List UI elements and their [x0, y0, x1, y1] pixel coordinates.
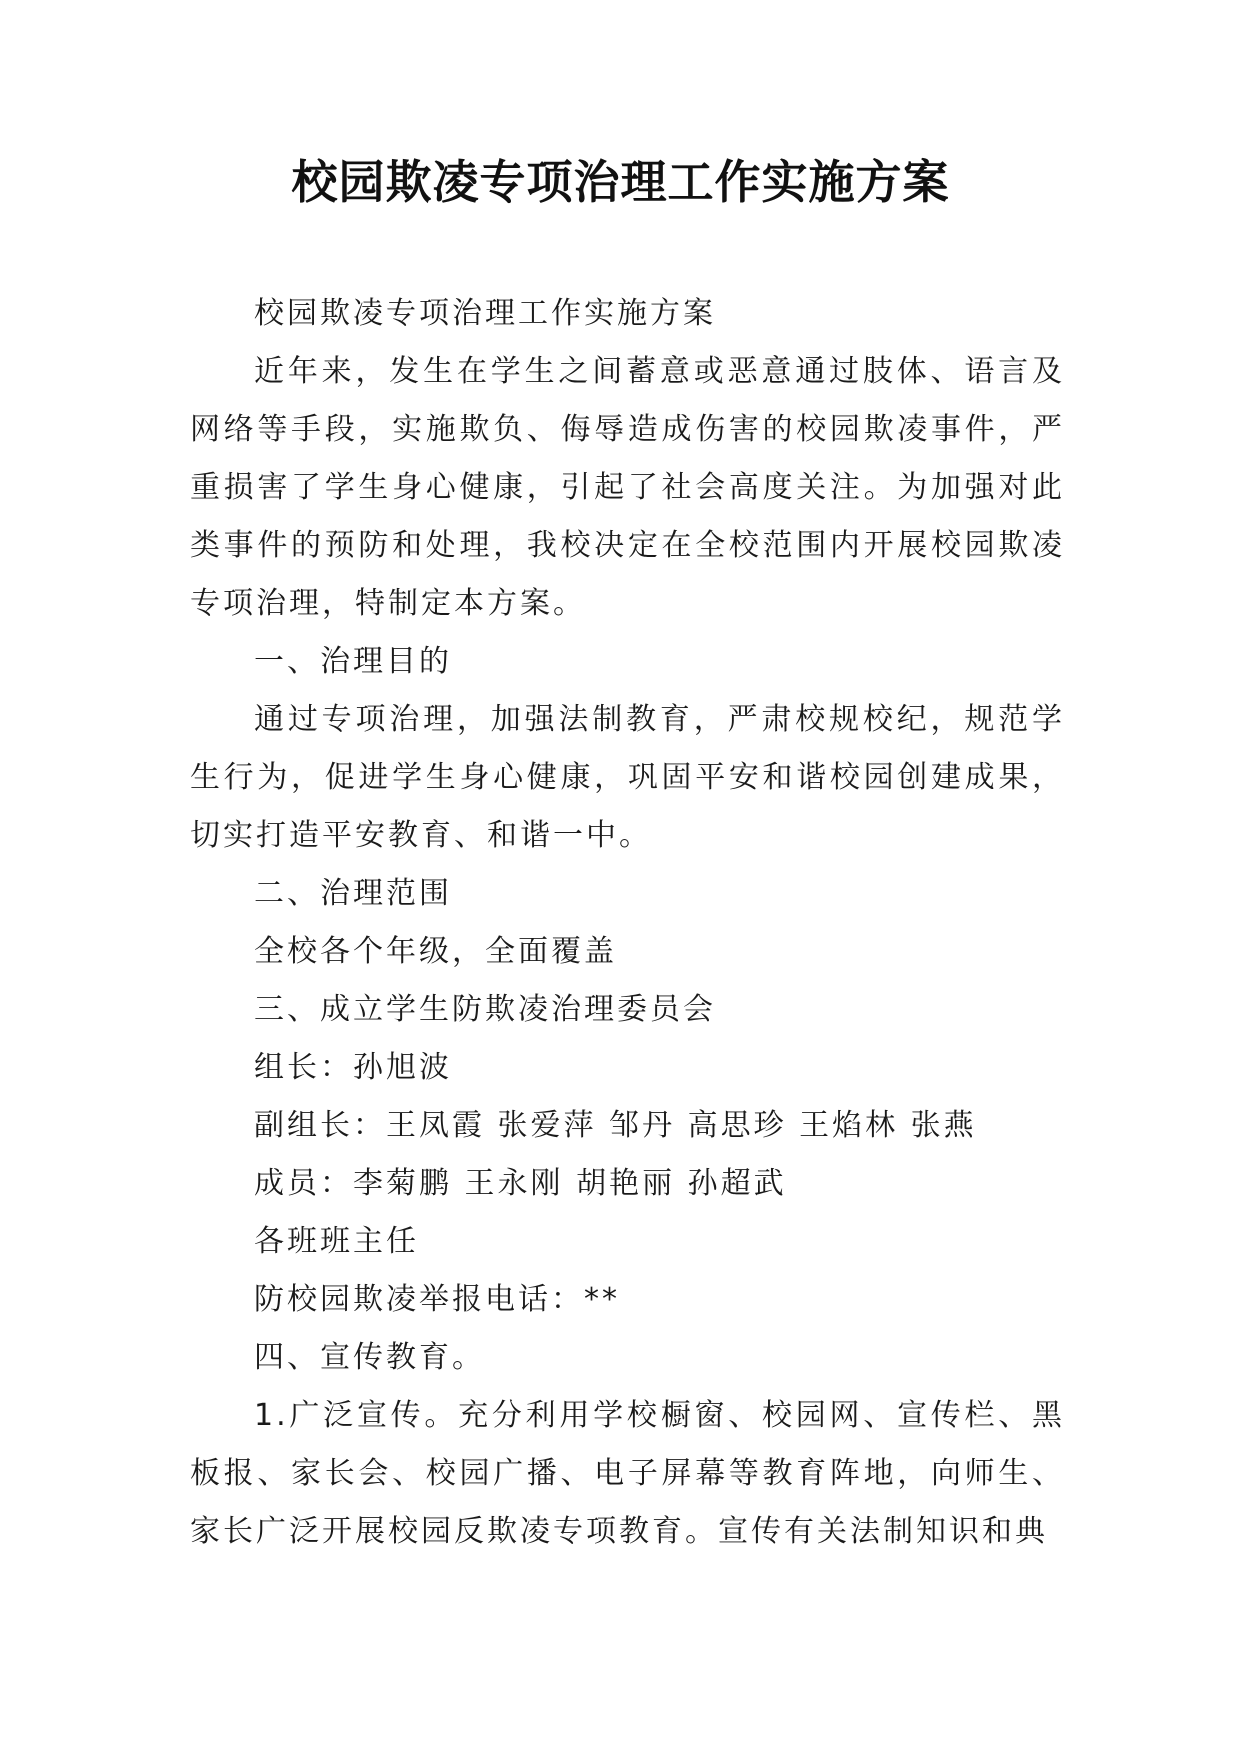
- paragraph-subtitle: 校园欺凌专项治理工作实施方案: [254, 296, 716, 331]
- paragraph-intro: 近年来，发生在学生之间蓄意或恶意通过肢体、语言及网络等手段，实施欺负、侮辱造成伤害的校园欺凌事件，严重损害了学生身心健康，引起了社会高度关注。为加强对此类事件的预防和处理，我校决定在全校范围内开展校园欺凌专项治理，特制定本方案。: [190, 354, 1065, 621]
- heading-section-2: 二、治理范围: [254, 876, 452, 911]
- committee-deputy-leaders: 副组长：王凤霞 张爱萍 邹丹 高思珍 王焰林 张燕: [254, 1108, 977, 1143]
- report-hotline: 防校园欺凌举报电话：**: [254, 1282, 620, 1317]
- committee-class-teachers: 各班班主任: [254, 1224, 419, 1259]
- committee-members: 成员：李菊鹏 王永刚 胡艳丽 孙超武: [254, 1166, 787, 1201]
- committee-leader: 组长：孙旭波: [254, 1050, 452, 1085]
- document-title: 校园欺凌专项治理工作实施方案: [291, 155, 950, 209]
- heading-section-3: 三、成立学生防欺凌治理委员会: [254, 992, 716, 1027]
- paragraph-section-1: 通过专项治理，加强法制教育，严肃校规校纪，规范学生行为，促进学生身心健康，巩固平安和谐校园创建成果，切实打造平安教育、和谐一中。: [190, 702, 1065, 853]
- document-body: [190, 285, 1065, 1561]
- heading-section-1: 一、治理目的: [254, 644, 452, 679]
- paragraph-section-2: 全校各个年级，全面覆盖: [254, 934, 617, 969]
- paragraph-section-4-item-1: 1.广泛宣传。充分利用学校橱窗、校园网、宣传栏、黑板报、家长会、校园广播、电子屏幕等教育阵地，向师生、家长广泛开展校园反欺凌专项教育。宣传有关法制知识和典: [190, 1398, 1065, 1549]
- heading-section-4: 四、宣传教育。: [254, 1340, 485, 1375]
